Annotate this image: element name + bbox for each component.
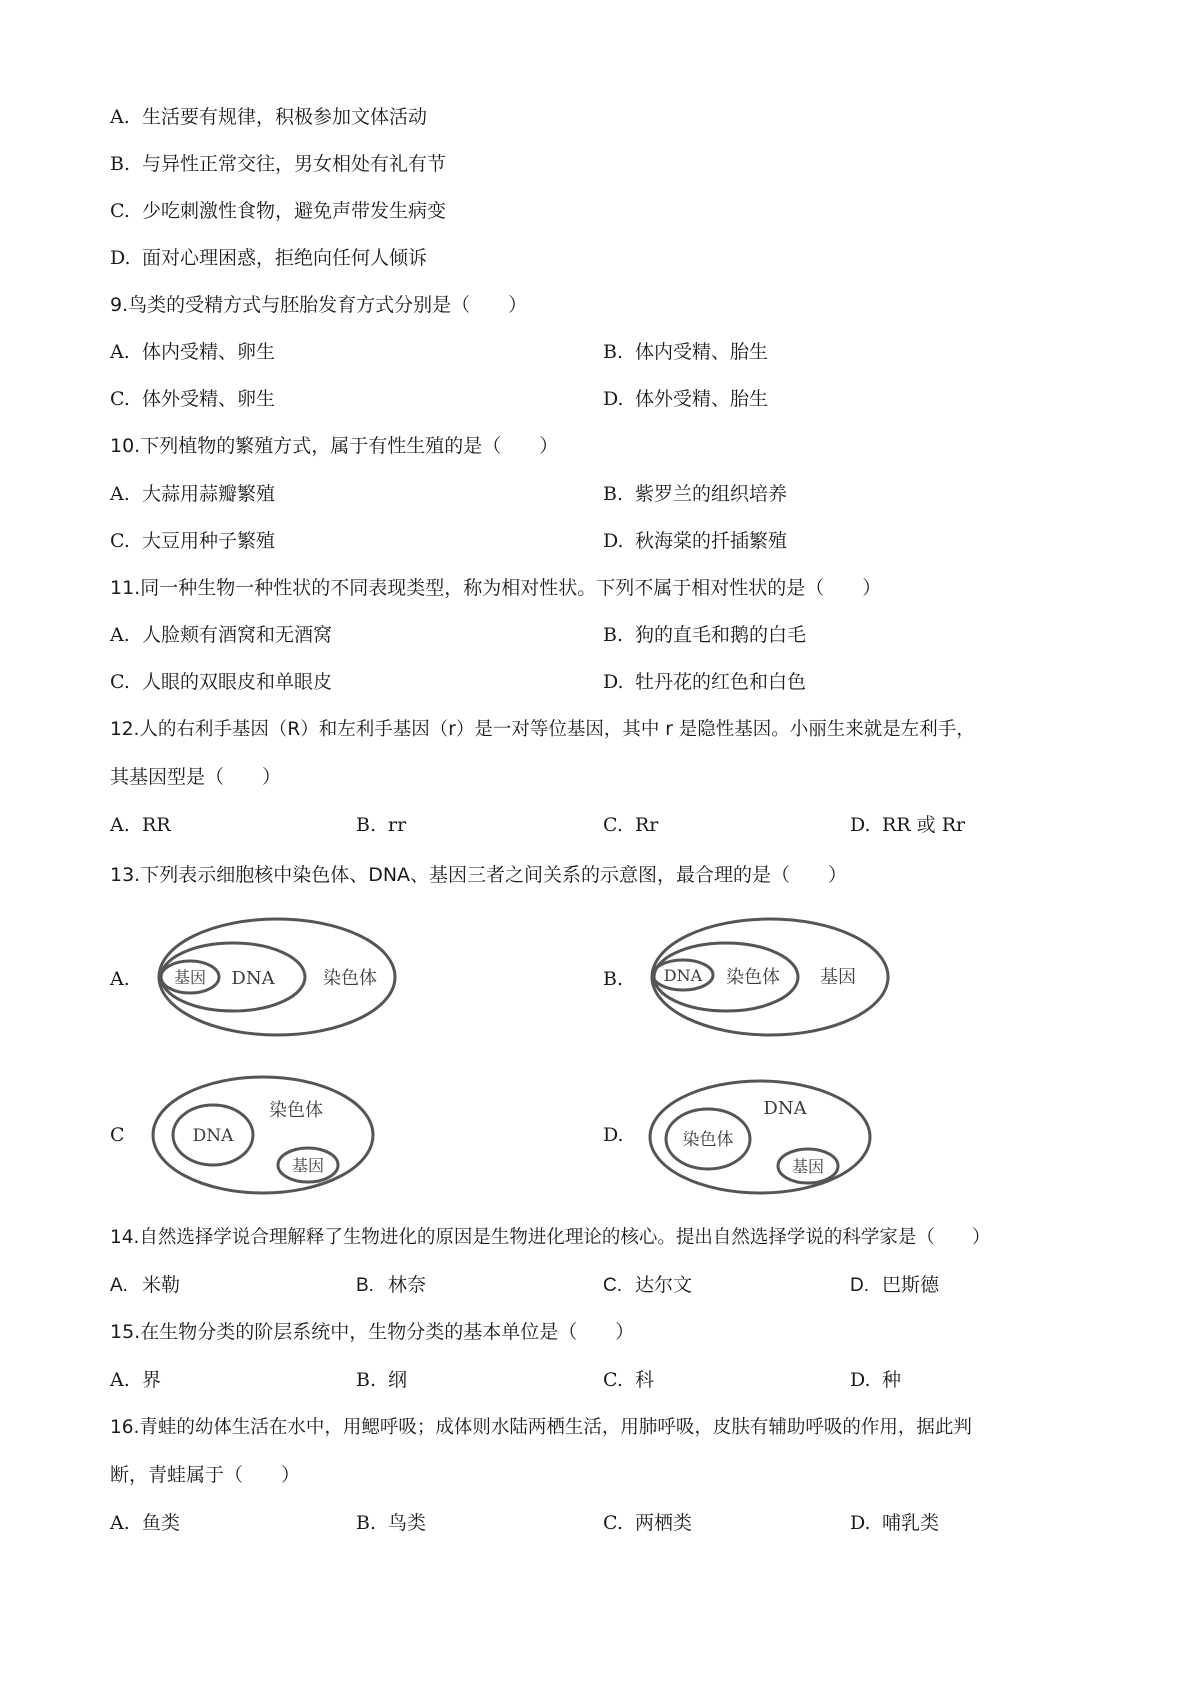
q15-option-b: B. 纲 bbox=[356, 1369, 408, 1391]
q13-diagram-c-letter: C bbox=[110, 1124, 125, 1146]
q13-diagram-b-letter: B. bbox=[603, 968, 624, 990]
q13-diagram-d bbox=[645, 1075, 875, 1200]
q14-stem: 14.自然选择学说合理解释了生物进化的原因是生物进化理论的核心。提出自然选择学说的科学家是（ ） bbox=[110, 1227, 991, 1248]
q11-option-b: B. 狗的直毛和鹅的白毛 bbox=[603, 624, 807, 646]
q11-stem: 11.同一种生物一种性状的不同表现类型，称为相对性状。下列不属于相对性状的是（ ） bbox=[110, 577, 882, 599]
q13-d-right-label: 基因 bbox=[791, 1157, 825, 1176]
q13-diagram-b bbox=[648, 915, 898, 1040]
q14-option-d: D. 巴斯德 bbox=[850, 1274, 940, 1296]
q12-stem-line2: 其基因型是（ ） bbox=[110, 766, 282, 788]
q8-option-a: A. 生活要有规律，积极参加文体活动 bbox=[110, 106, 428, 128]
q13-b-inner-label: DNA bbox=[663, 966, 703, 985]
q8-option-c: C. 少吃刺激性食物，避免声带发生病变 bbox=[110, 200, 447, 222]
q16-option-a: A. 鱼类 bbox=[110, 1512, 181, 1534]
q13-diagram-d-letter: D. bbox=[603, 1124, 624, 1146]
q9-option-c: C. 体外受精、卵生 bbox=[110, 388, 276, 410]
q13-diagram-a bbox=[155, 915, 405, 1040]
q15-option-d: D. 种 bbox=[850, 1369, 902, 1391]
q12-option-b: B. rr bbox=[356, 814, 407, 836]
q14-option-c: C. 达尔文 bbox=[603, 1274, 693, 1296]
q8-option-d: D. 面对心理困惑，拒绝向任何人倾诉 bbox=[110, 247, 428, 269]
q10-option-c: C. 大豆用种子繁殖 bbox=[110, 530, 276, 552]
q10-stem: 10.下列植物的繁殖方式，属于有性生殖的是（ ） bbox=[110, 435, 559, 457]
q9-option-a: A. 体内受精、卵生 bbox=[110, 341, 276, 363]
q16-stem-line2: 断，青蛙属于（ ） bbox=[110, 1464, 301, 1486]
q14-option-a: A. 米勒 bbox=[110, 1274, 181, 1296]
q10-option-a: A. 大蒜用蒜瓣繁殖 bbox=[110, 483, 276, 505]
q9-stem: 9.鸟类的受精方式与胚胎发育方式分别是（ ） bbox=[110, 294, 528, 316]
q13-diagram-a-letter: A. bbox=[110, 968, 130, 990]
q10-option-b: B. 紫罗兰的组织培养 bbox=[603, 483, 788, 505]
q10-option-d: D. 秋海棠的扦插繁殖 bbox=[603, 530, 788, 552]
q16-option-d: D. 哺乳类 bbox=[850, 1512, 940, 1534]
q9-option-b: B. 体内受精、胎生 bbox=[603, 341, 769, 363]
q12-stem-line1: 12.人的右利手基因（R）和左利手基因（r）是一对等位基因，其中 r 是隐性基因。小丽生来就是左利手， bbox=[110, 719, 975, 740]
q14-option-b: B. 林奈 bbox=[356, 1274, 427, 1296]
q11-option-d: D. 牡丹花的红色和白色 bbox=[603, 671, 807, 693]
q12-option-c: C. Rr bbox=[603, 814, 659, 836]
q11-option-a: A. 人脸颊有酒窝和无酒窝 bbox=[110, 624, 333, 646]
q13-c-left-label: DNA bbox=[192, 1126, 234, 1146]
q12-option-a: A. RR bbox=[110, 814, 171, 836]
q13-b-outer-label: 基因 bbox=[820, 967, 856, 988]
q13-d-outer-label: DNA bbox=[763, 1098, 807, 1119]
q16-option-b: B. 鸟类 bbox=[356, 1512, 427, 1534]
q15-stem: 15.在生物分类的阶层系统中，生物分类的基本单位是（ ） bbox=[110, 1321, 635, 1343]
q16-stem-line1: 16.青蛙的幼体生活在水中，用鳃呼吸；成体则水陆两栖生活，用肺呼吸，皮肤有辅助呼吸的作用，据此判 bbox=[110, 1417, 972, 1438]
q16-option-c: C. 两栖类 bbox=[603, 1512, 693, 1534]
q13-a-middle-label: DNA bbox=[231, 968, 275, 989]
q13-a-outer-label: 染色体 bbox=[323, 968, 377, 989]
q8-option-b: B. 与异性正常交往，男女相处有礼有节 bbox=[110, 153, 447, 175]
q13-a-inner-label: 基因 bbox=[173, 968, 207, 987]
q13-c-right-label: 基因 bbox=[291, 1156, 325, 1175]
q13-b-middle-label: 染色体 bbox=[726, 967, 780, 988]
q13-d-left-label: 染色体 bbox=[682, 1130, 734, 1150]
q13-c-outer-label: 染色体 bbox=[269, 1100, 323, 1121]
q11-option-c: C. 人眼的双眼皮和单眼皮 bbox=[110, 671, 333, 693]
q15-option-a: A. 界 bbox=[110, 1369, 162, 1391]
q13-diagram-c bbox=[148, 1070, 378, 1200]
q15-option-c: C. 科 bbox=[603, 1369, 655, 1391]
q13-stem: 13.下列表示细胞核中染色体、DNA、基因三者之间关系的示意图，最合理的是（ ） bbox=[110, 864, 848, 886]
q9-option-d: D. 体外受精、胎生 bbox=[603, 388, 769, 410]
q12-option-d: D. RR 或 Rr bbox=[850, 814, 966, 836]
